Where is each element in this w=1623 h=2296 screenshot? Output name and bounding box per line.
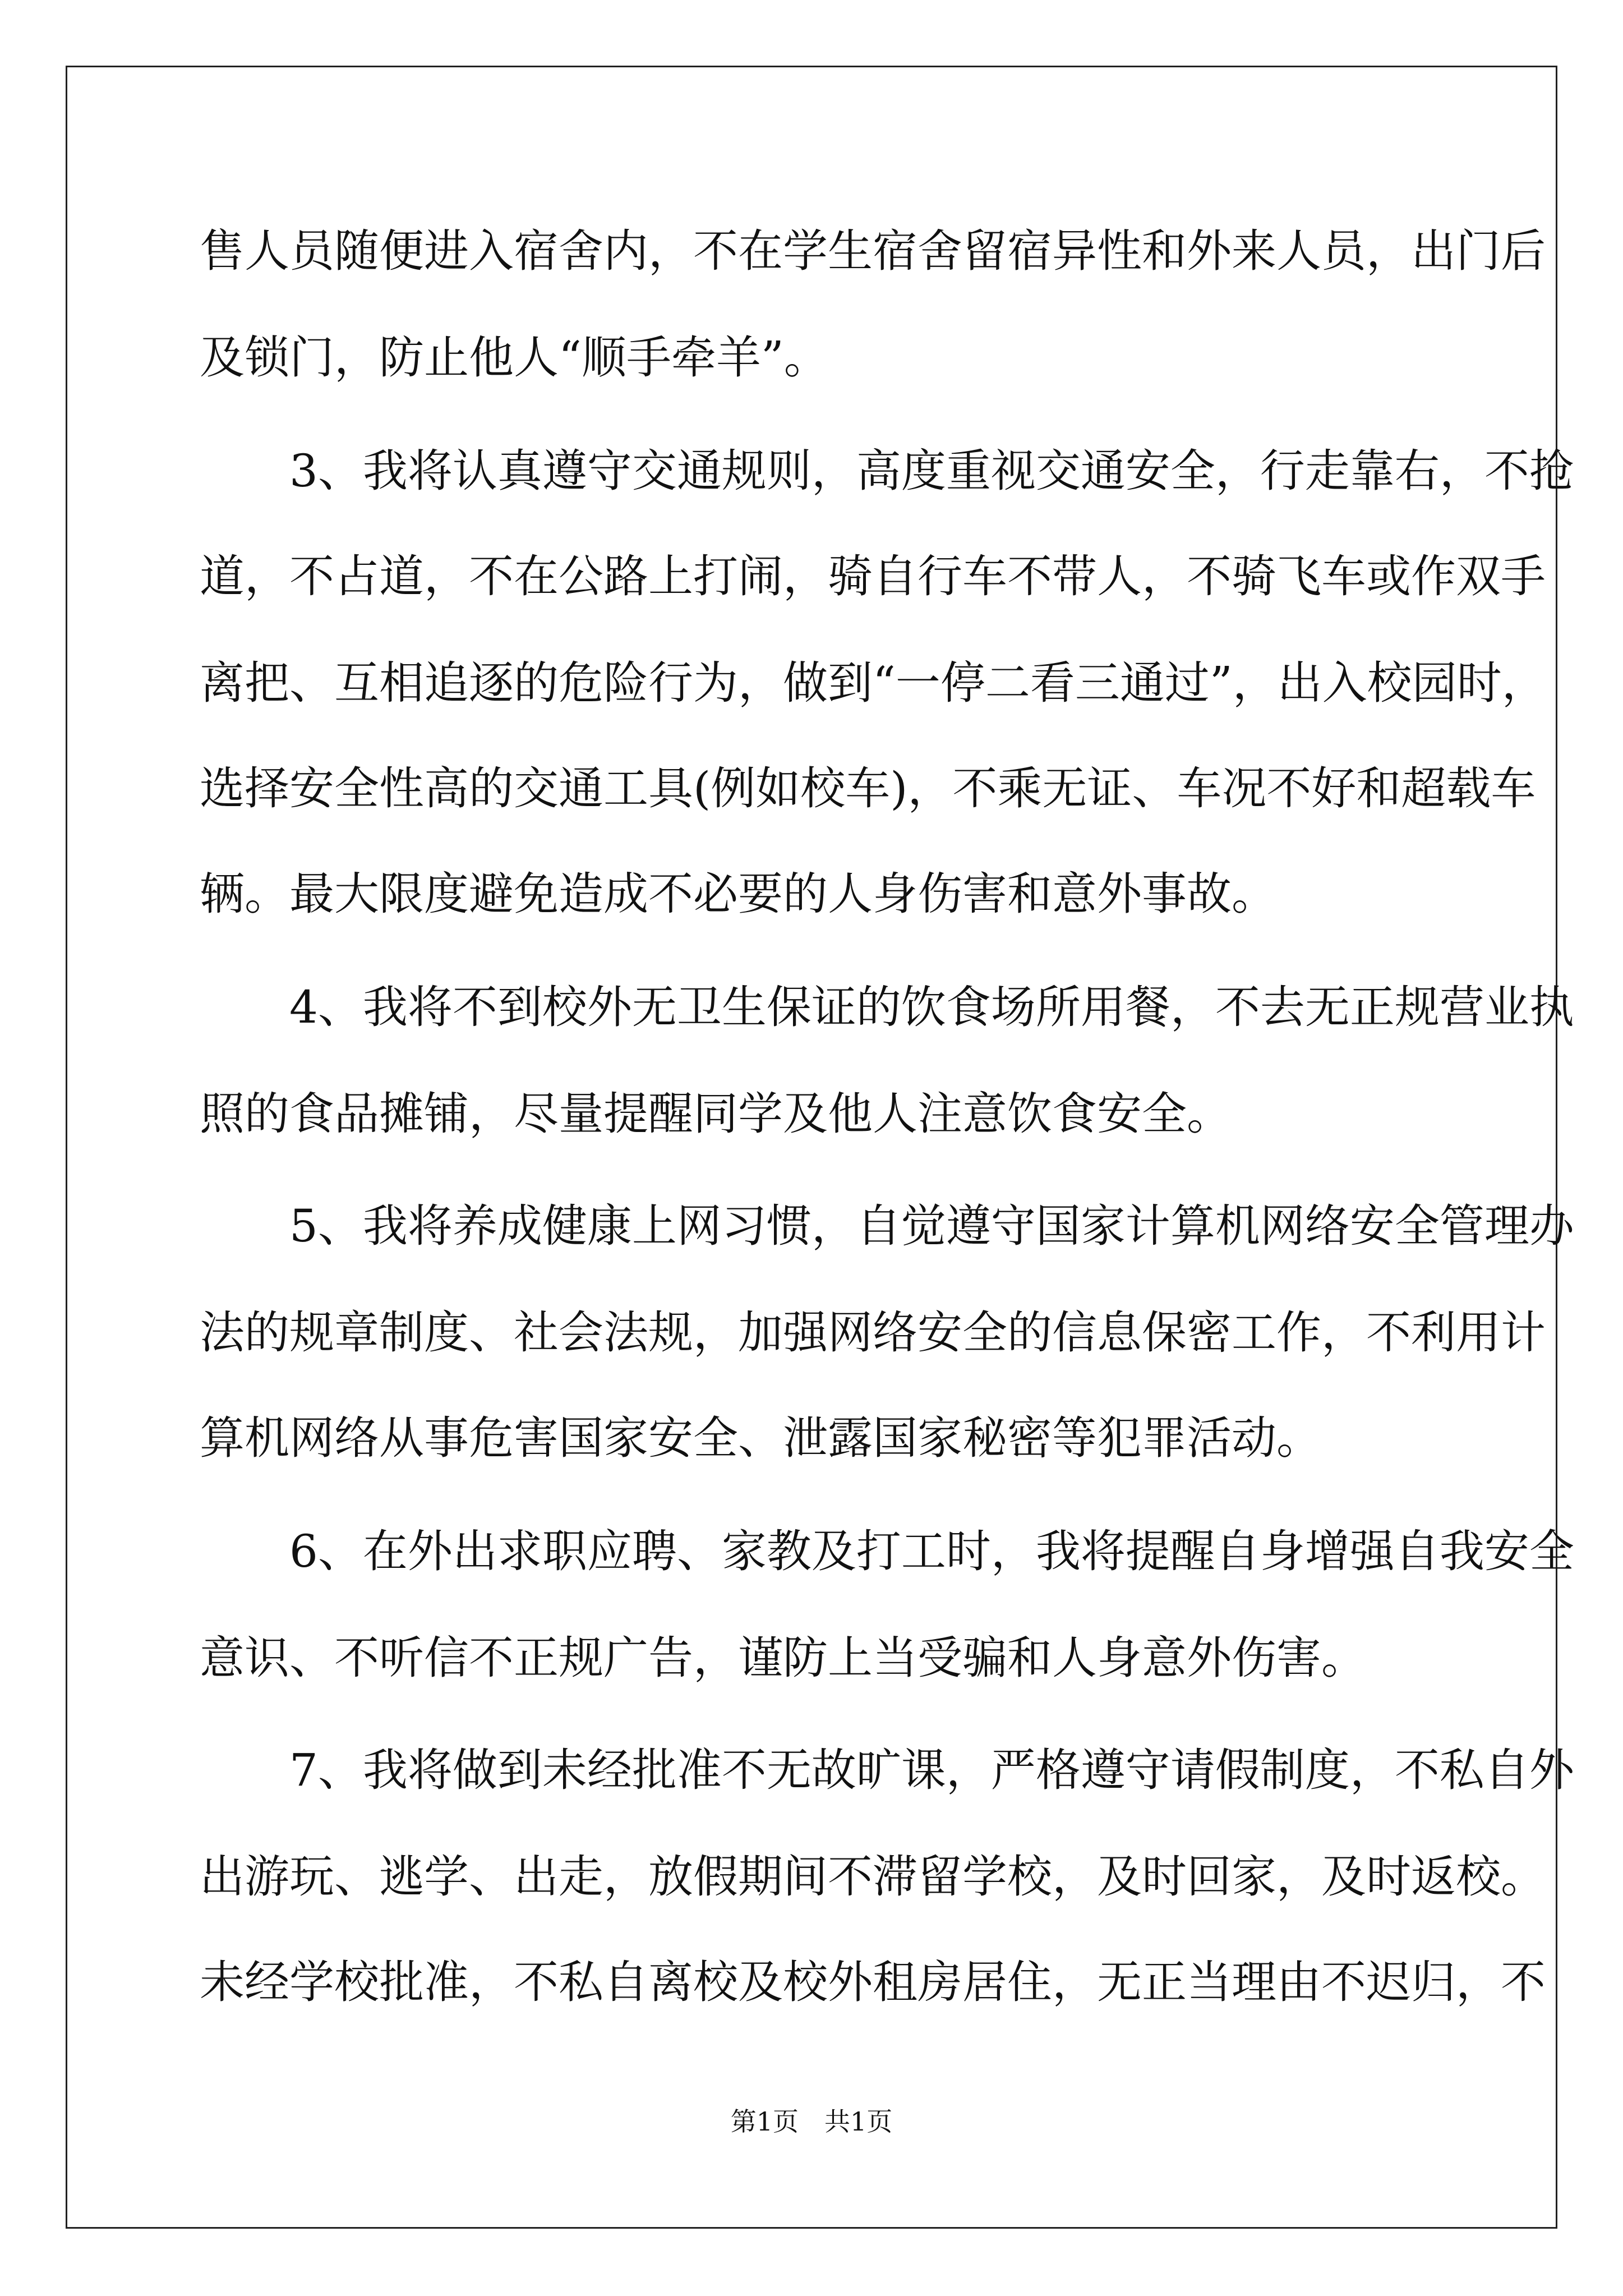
body-line-17: 未经学校批准，不私自离校及校外租房居住，无正当理由不迟归，不	[200, 1956, 1546, 2008]
body-line-9: 照的食品摊铺，尽量提醒同学及他人注意饮食安全。	[200, 1088, 1232, 1140]
body-line-10: 5、我将养成健康上网习惯，自觉遵守国家计算机网络安全管理办	[200, 1200, 1574, 1252]
body-line-6: 选择安全性高的交通工具(例如校车)，不乘无证、车况不好和超载车	[200, 762, 1536, 815]
body-line-2: 及锁门，防止他人“顺手牵羊”。	[200, 332, 829, 384]
body-line-14: 意识、不听信不正规广告，谨防上当受骗和人身意外伤害。	[200, 1632, 1366, 1684]
body-line-12: 算机网络从事危害国家安全、泄露国家秘密等犯罪活动。	[200, 1412, 1321, 1464]
page-number-footer: 第1页 共1页	[730, 2106, 893, 2137]
body-line-3: 3、我将认真遵守交通规则，高度重视交通安全，行走靠右，不抢	[200, 445, 1574, 497]
body-line-8: 4、我将不到校外无卫生保证的饮食场所用餐，不去无正规营业执	[200, 981, 1574, 1033]
body-line-4: 道，不占道，不在公路上打闹，骑自行车不带人，不骑飞车或作双手	[200, 550, 1546, 602]
body-line-11: 法的规章制度、社会法规，加强网络安全的信息保密工作，不利用计	[200, 1306, 1546, 1359]
body-line-1: 售人员随便进入宿舍内，不在学生宿舍留宿异性和外来人员，出门后	[200, 225, 1546, 277]
body-line-16: 出游玩、逃学、出走，放假期间不滞留学校，及时回家，及时返校。	[200, 1851, 1546, 1903]
body-line-13: 6、在外出求职应聘、家教及打工时，我将提醒自身增强自我安全	[200, 1525, 1574, 1577]
body-line-15: 7、我将做到未经批准不无故旷课，严格遵守请假制度，不私自外	[200, 1744, 1574, 1796]
body-line-7: 辆。最大限度避免造成不必要的人身伤害和意外事故。	[200, 868, 1276, 920]
body-line-5: 离把、互相追逐的危险行为，做到“一停二看三通过”，出入校园时，	[200, 657, 1547, 709]
